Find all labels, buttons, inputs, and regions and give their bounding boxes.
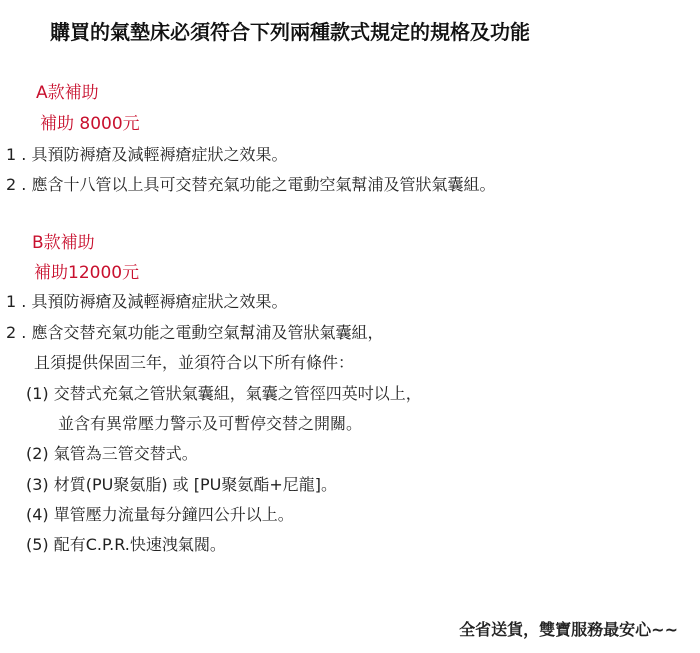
condition-2: (2) 氣管為三管交替式。 bbox=[26, 444, 198, 463]
section-a-heading: A款補助 bbox=[36, 83, 99, 103]
section-a-item-1: 1 . 具預防褥瘡及減輕褥瘡症狀之效果。 bbox=[6, 145, 288, 164]
condition-4: (4) 單管壓力流量每分鐘四公升以上。 bbox=[26, 505, 294, 524]
section-b-heading: B款補助 bbox=[32, 233, 95, 253]
condition-3: (3) 材質(PU聚氨脂) 或 [PU聚氨酯+尼龍]。 bbox=[26, 475, 338, 494]
section-a-subsidy: 補助 8000元 bbox=[40, 114, 140, 134]
footer-note: 全省送貨，雙寶服務最安心~~ bbox=[459, 620, 678, 639]
condition-1-continued: 並含有異常壓力警示及可暫停交替之開關。 bbox=[58, 414, 363, 433]
section-b-intro: 且須提供保固三年，並須符合以下所有條件： bbox=[34, 353, 355, 372]
page-title: 購買的氣墊床必須符合下列兩種款式規定的規格及功能 bbox=[50, 20, 530, 44]
section-b-item-1: 1 . 具預防褥瘡及減輕褥瘡症狀之效果。 bbox=[6, 292, 288, 311]
section-b-subsidy: 補助12000元 bbox=[34, 263, 140, 283]
condition-1: (1) 交替式充氣之管狀氣囊組，氣囊之管徑四英吋以上， bbox=[26, 384, 422, 403]
section-a-item-2: 2 . 應含十八管以上具可交替充氣功能之電動空氣幫浦及管狀氣囊組。 bbox=[6, 175, 496, 194]
condition-5: (5) 配有C.P.R.快速洩氣閥。 bbox=[26, 535, 226, 554]
section-b-item-2: 2 . 應含交替充氣功能之電動空氣幫浦及管狀氣囊組， bbox=[6, 323, 384, 342]
